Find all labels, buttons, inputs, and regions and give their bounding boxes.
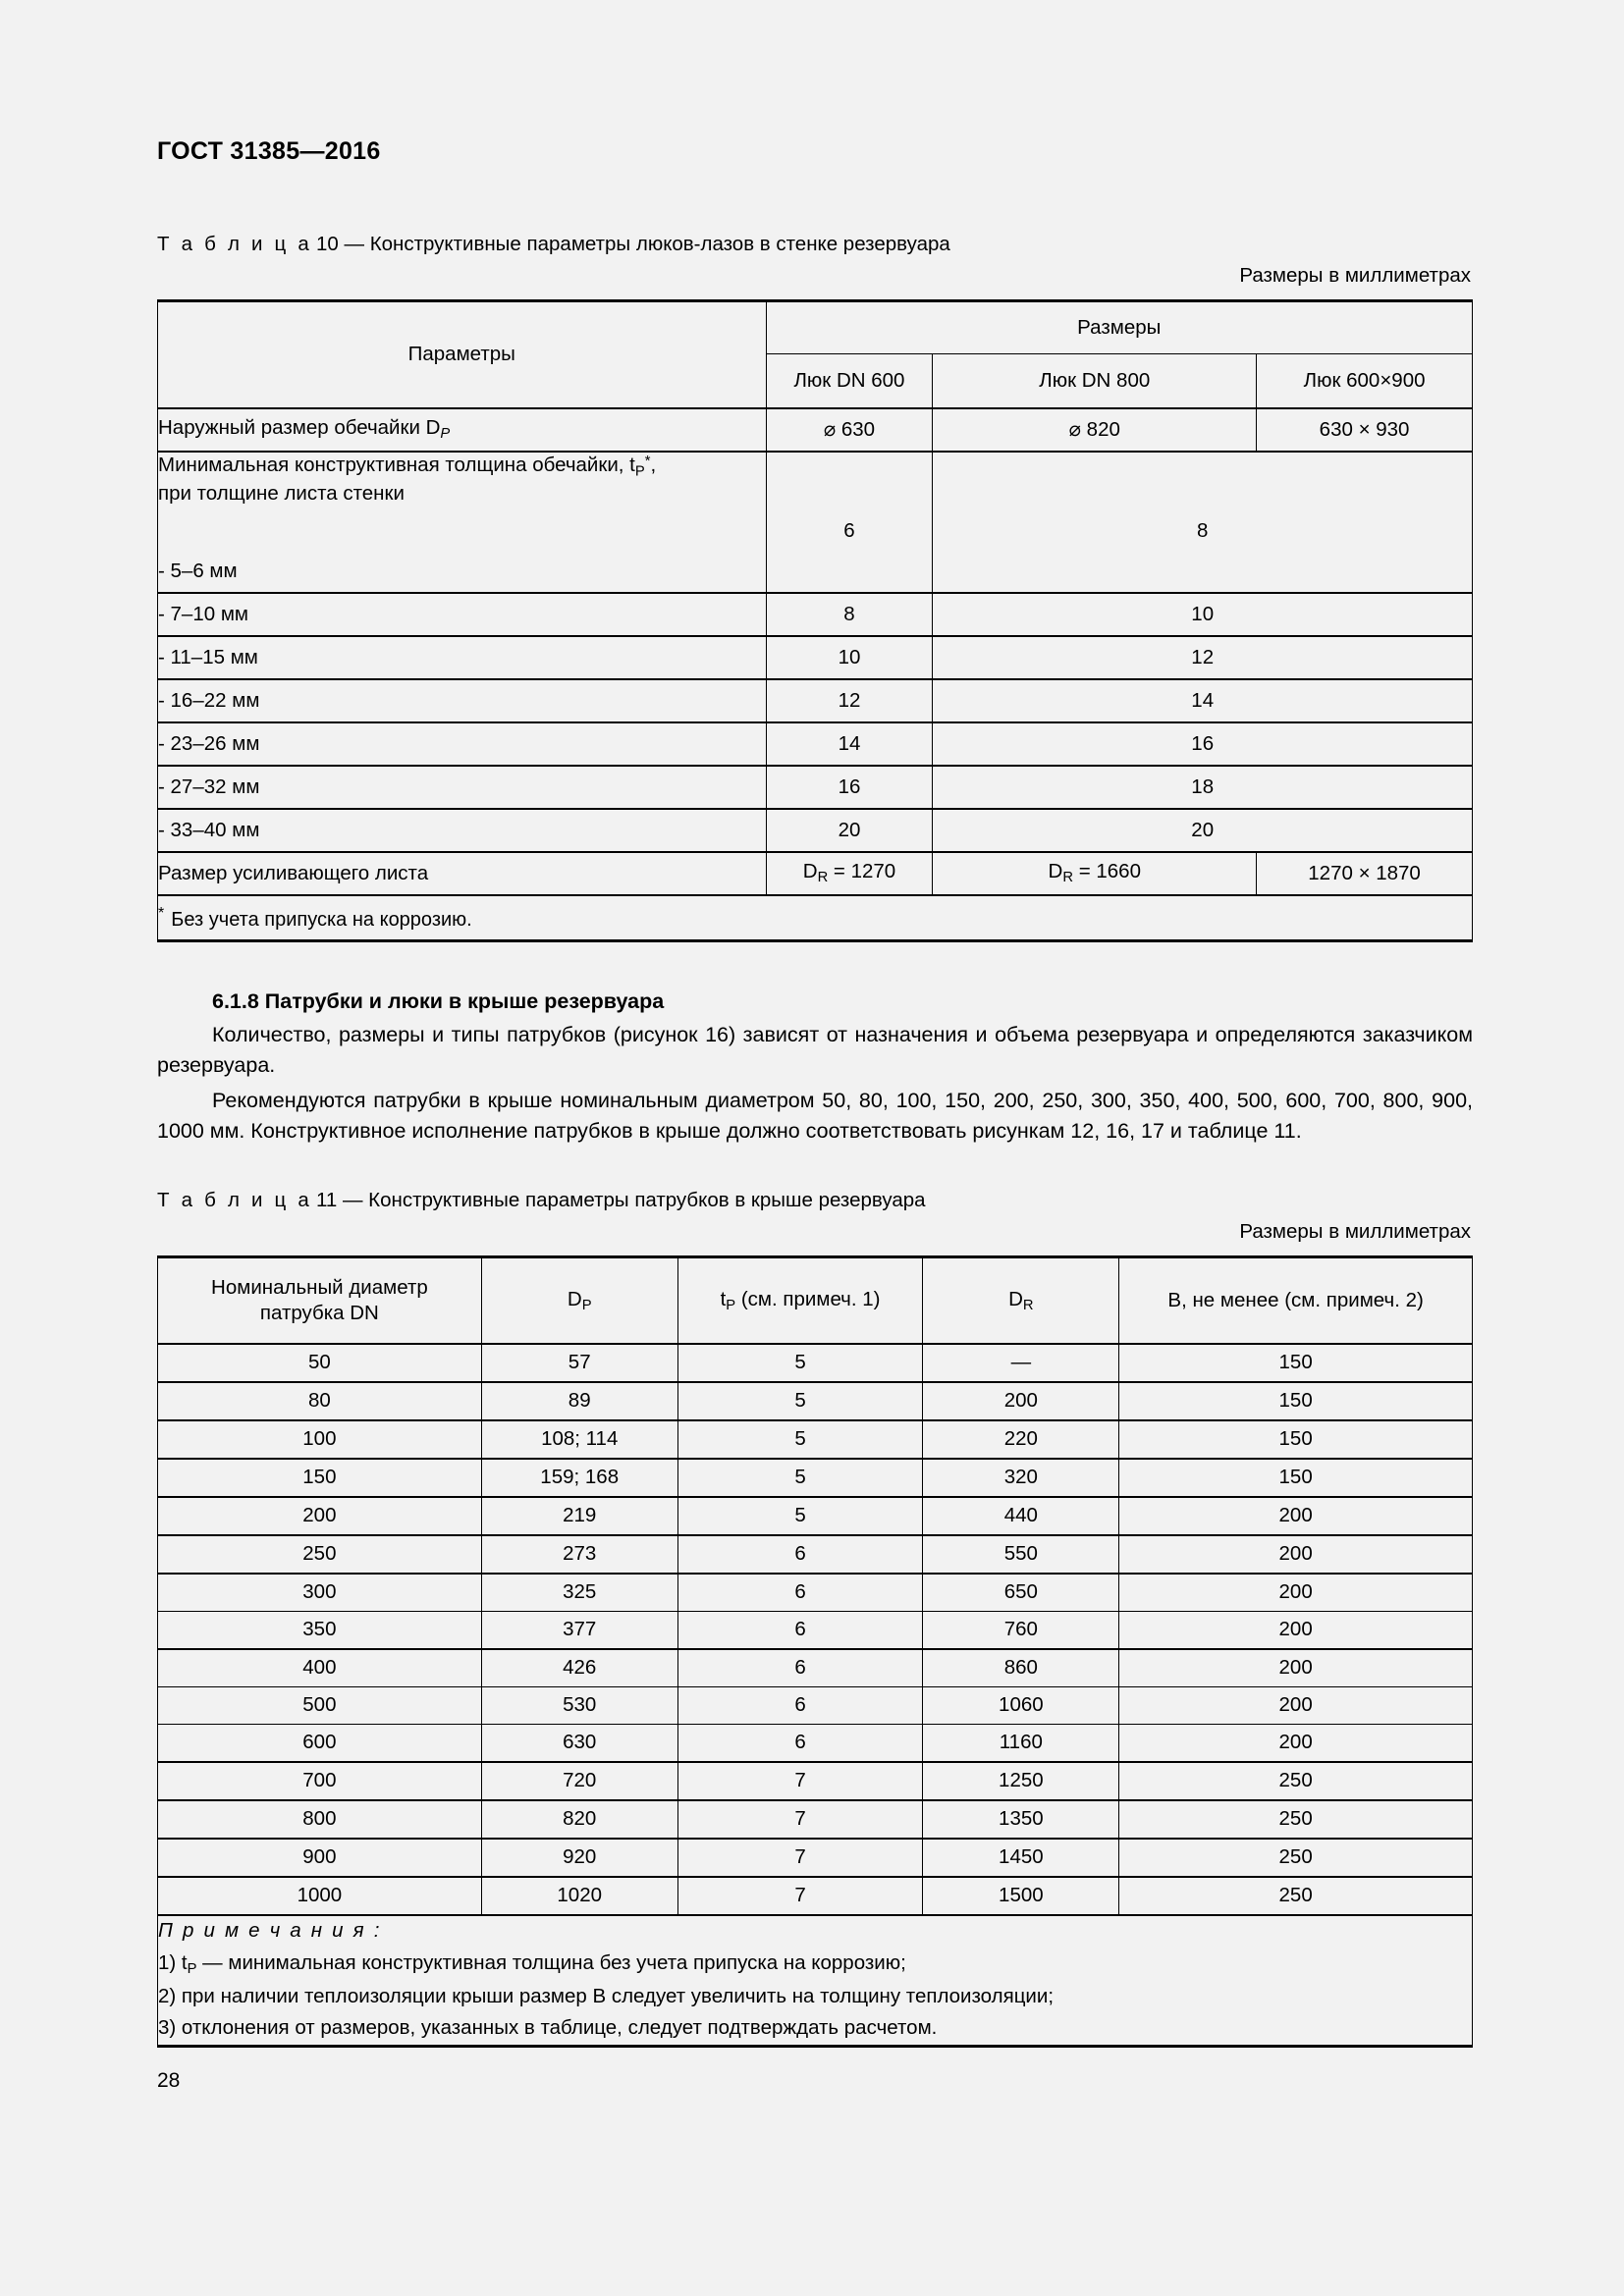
- table-10-header-600x900: Люк 600×900: [1257, 354, 1473, 409]
- notes-title: П р и м е ч а н и я :: [158, 1919, 382, 1943]
- table-10-thickness-23-26-dn800: 16: [933, 722, 1473, 766]
- cell-tp: 6: [677, 1649, 923, 1687]
- section-heading-6-1-8: 6.1.8 Патрубки и люки в крыше резервуара: [212, 989, 665, 1013]
- cell-b: 250: [1119, 1762, 1473, 1800]
- table-11-notes: [158, 1915, 1473, 2046]
- cell-dp: 377: [481, 1612, 677, 1650]
- cell-tp: 6: [677, 1574, 923, 1612]
- table-row: [158, 895, 1473, 941]
- table-row: [158, 636, 1473, 679]
- cell-b: 200: [1119, 1725, 1473, 1763]
- table-11: [157, 1255, 1473, 2048]
- cell-b: 200: [1119, 1612, 1473, 1650]
- table-10-thickness-23-26-label: - 23–26 мм: [158, 722, 767, 766]
- cell-tp: 5: [677, 1382, 923, 1420]
- table-10-thickness-spacer-dn600: [766, 551, 933, 593]
- table-10-thickness-33-40-dn800: 20: [933, 809, 1473, 852]
- table-10-thickness-27-32-dn800: 18: [933, 766, 1473, 809]
- table-11-dimensions-note: Размеры в миллиметрах: [1239, 1220, 1471, 1244]
- table-10-thickness-33-40-dn600: 20: [766, 809, 933, 852]
- table-row: [158, 1762, 1473, 1800]
- cell-dp: 426: [481, 1649, 677, 1687]
- table-row: [158, 1574, 1473, 1612]
- cell-dr: 1450: [923, 1839, 1119, 1877]
- note-item-2: 2) при наличии теплоизоляции крыши размер В следует увеличить на толщину теплоизоляции;: [158, 1985, 1055, 2008]
- cell-dn: 700: [158, 1762, 482, 1800]
- table-row: [158, 1725, 1473, 1763]
- cell-dn: 150: [158, 1459, 482, 1497]
- table-row: [158, 809, 1473, 852]
- table-10-caption-word: Т а б л и ц а: [157, 233, 312, 255]
- table-11-header-tp: $t_P$ (см. примеч. 1): [677, 1257, 923, 1345]
- cell-dr: 650: [923, 1574, 1119, 1612]
- cell-tp: 5: [677, 1459, 923, 1497]
- cell-dn: 300: [158, 1574, 482, 1612]
- cell-dr: 200: [923, 1382, 1119, 1420]
- cell-dp: 920: [481, 1839, 677, 1877]
- cell-dp: 630: [481, 1725, 677, 1763]
- cell-b: 250: [1119, 1839, 1473, 1877]
- table-10-thickness-7-10-dn800: 10: [933, 593, 1473, 636]
- cell-dp: 89: [481, 1382, 677, 1420]
- table-10-thickness-16-22-dn600: 12: [766, 679, 933, 722]
- footnote-marker: *: [158, 904, 165, 922]
- cell-tp: 6: [677, 1725, 923, 1763]
- cell-dn: 200: [158, 1497, 482, 1535]
- cell-b: 200: [1119, 1497, 1473, 1535]
- cell-b: 200: [1119, 1535, 1473, 1574]
- cell-dp: 1020: [481, 1877, 677, 1915]
- page-content: [157, 137, 1473, 2048]
- cell-dn: 800: [158, 1800, 482, 1839]
- cell-dn: 80: [158, 1382, 482, 1420]
- table-11-notes-row: [158, 1915, 1473, 2046]
- cell-dr: 760: [923, 1612, 1119, 1650]
- table-11-header-dp: $D_P$: [481, 1257, 677, 1345]
- table-row: [158, 593, 1473, 636]
- cell-dr: 550: [923, 1535, 1119, 1574]
- table-10-caption-number: 10: [316, 233, 339, 255]
- standard-header: ГОСТ 31385—2016: [157, 137, 381, 165]
- cell-dr: 320: [923, 1459, 1119, 1497]
- table-10-thickness-11-15-dn800: 12: [933, 636, 1473, 679]
- table-10-reinforce-600x900: 1270 × 1870: [1257, 852, 1473, 895]
- table-10: [157, 299, 1473, 942]
- table-row: [158, 1459, 1473, 1497]
- cell-tp: 7: [677, 1762, 923, 1800]
- cell-dp: 820: [481, 1800, 677, 1839]
- table-11-header-b: В, не менее (см. примеч. 2): [1119, 1257, 1473, 1345]
- table-10-row-shell-size-dn600: ⌀ 630: [766, 408, 933, 452]
- table-11-caption-number: 11: [316, 1189, 338, 1212]
- table-10-thickness-spacer-dn800: [933, 551, 1473, 593]
- note-item-1: 1) $t_P$ — минимальная конструктивная толщина без учета припуска на коррозию;: [158, 1950, 906, 1977]
- cell-tp: 5: [677, 1497, 923, 1535]
- section-paragraph-2: Рекомендуются патрубки в крыше номинальным диаметром 50, 80, 100, 150, 200, 250, 300, 350, 400, 500, 600, 700, 800, 900, 1000 мм. Конструктивное исполнение патрубков в крыше должно соответствовать рисункам 12, 16, 17 и таблице 11.: [157, 1089, 1473, 1143]
- cell-dr: 860: [923, 1649, 1119, 1687]
- cell-dr: 1250: [923, 1762, 1119, 1800]
- cell-dn: 400: [158, 1649, 482, 1687]
- cell-dn: 50: [158, 1344, 482, 1382]
- cell-dp: 530: [481, 1687, 677, 1725]
- table-10-reinforce-dn600: $D_R = 1270$: [766, 852, 933, 895]
- table-10-header-sizes: Размеры: [766, 301, 1472, 354]
- table-row: [158, 679, 1473, 722]
- cell-tp: 6: [677, 1687, 923, 1725]
- table-row: [158, 452, 1473, 551]
- table-10-thickness-7-10-dn600: 8: [766, 593, 933, 636]
- cell-dp: 325: [481, 1574, 677, 1612]
- table-10-header-dn600: Люк DN 600: [766, 354, 933, 409]
- table-10-thickness-7-10-label: - 7–10 мм: [158, 593, 767, 636]
- table-10-thickness-27-32-dn600: 16: [766, 766, 933, 809]
- cell-dr: 1350: [923, 1800, 1119, 1839]
- table-10-thickness-16-22-label: - 16–22 мм: [158, 679, 767, 722]
- table-11-header-nominal-diameter: Номинальный диаметр патрубка DN: [158, 1257, 482, 1345]
- cell-b: 150: [1119, 1459, 1473, 1497]
- section-paragraph-1: Количество, размеры и типы патрубков (рисунок 16) зависят от назначения и объема резервуара и определяются заказчиком резервуара.: [157, 1023, 1473, 1077]
- table-10-row-shell-size-dn800: ⌀ 820: [933, 408, 1257, 452]
- table-10-footnote: * Без учета припуска на коррозию.: [158, 895, 1473, 941]
- table-row: [158, 1687, 1473, 1725]
- table-10-thickness-title: Минимальная конструктивная толщина обечайки, $t_P^*$, при толщине листа стенки: [158, 452, 767, 551]
- table-row: [158, 408, 1473, 452]
- table-row: [158, 766, 1473, 809]
- table-10-reinforce-dn800: $D_R = 1660$: [933, 852, 1257, 895]
- table-10-caption: [157, 233, 1473, 256]
- page-number: 28: [157, 2069, 181, 2092]
- table-row: [158, 1382, 1473, 1420]
- cell-b: 250: [1119, 1877, 1473, 1915]
- table-row: [158, 1344, 1473, 1382]
- table-10-thickness-33-40-label: - 33–40 мм: [158, 809, 767, 852]
- cell-dr: 220: [923, 1420, 1119, 1459]
- table-row: [158, 1877, 1473, 1915]
- cell-b: 150: [1119, 1344, 1473, 1382]
- cell-b: 200: [1119, 1574, 1473, 1612]
- cell-dp: 273: [481, 1535, 677, 1574]
- cell-dn: 100: [158, 1420, 482, 1459]
- table-11-header-row: [158, 1257, 1473, 1345]
- table-row: [158, 1535, 1473, 1574]
- table-row: [158, 1839, 1473, 1877]
- table-row: [158, 1497, 1473, 1535]
- table-row: [158, 1420, 1473, 1459]
- cell-dr: 1160: [923, 1725, 1119, 1763]
- cell-tp: 6: [677, 1535, 923, 1574]
- cell-dn: 500: [158, 1687, 482, 1725]
- table-10-thickness-23-26-dn600: 14: [766, 722, 933, 766]
- table-10-thickness-5-6-dn600: 6: [766, 452, 933, 551]
- cell-b: 250: [1119, 1800, 1473, 1839]
- cell-dp: 219: [481, 1497, 677, 1535]
- note-item-3: 3) отклонения от размеров, указанных в таблице, следует подтверждать расчетом.: [158, 2016, 938, 2040]
- table-row: [158, 1800, 1473, 1839]
- cell-dr: 1060: [923, 1687, 1119, 1725]
- cell-dn: 1000: [158, 1877, 482, 1915]
- table-row: [158, 852, 1473, 895]
- cell-dr: —: [923, 1344, 1119, 1382]
- table-11-caption-text: — Конструктивные параметры патрубков в крыше резервуара: [342, 1189, 926, 1212]
- cell-dn: 350: [158, 1612, 482, 1650]
- cell-tp: 5: [677, 1344, 923, 1382]
- table-11-caption-word: Т а б л и ц а: [157, 1189, 312, 1212]
- cell-dn: 600: [158, 1725, 482, 1763]
- cell-b: 200: [1119, 1687, 1473, 1725]
- table-10-thickness-27-32-label: - 27–32 мм: [158, 766, 767, 809]
- cell-tp: 5: [677, 1420, 923, 1459]
- table-10-thickness-5-6-dn800: 8: [933, 452, 1473, 551]
- cell-dp: 159; 168: [481, 1459, 677, 1497]
- table-10-dimensions-note: Размеры в миллиметрах: [1239, 264, 1471, 287]
- table-row: [158, 551, 1473, 593]
- cell-tp: 6: [677, 1612, 923, 1650]
- cell-b: 150: [1119, 1382, 1473, 1420]
- cell-dn: 250: [158, 1535, 482, 1574]
- cell-b: 150: [1119, 1420, 1473, 1459]
- table-row: [158, 1649, 1473, 1687]
- cell-dp: 720: [481, 1762, 677, 1800]
- cell-dr: 440: [923, 1497, 1119, 1535]
- cell-tp: 7: [677, 1800, 923, 1839]
- table-11-caption: [157, 1189, 1473, 1212]
- table-10-header-dn800: Люк DN 800: [933, 354, 1257, 409]
- table-10-thickness-11-15-dn600: 10: [766, 636, 933, 679]
- table-10-caption-text: — Конструктивные параметры люков-лазов в стенке резервуара: [344, 233, 950, 255]
- cell-tp: 7: [677, 1839, 923, 1877]
- cell-dn: 900: [158, 1839, 482, 1877]
- table-11-header-dr: $D_R$: [923, 1257, 1119, 1345]
- cell-tp: 7: [677, 1877, 923, 1915]
- cell-b: 200: [1119, 1649, 1473, 1687]
- table-10-thickness-16-22-dn800: 14: [933, 679, 1473, 722]
- table-10-header-params: Параметры: [158, 301, 767, 409]
- table-10-thickness-11-15-label: - 11–15 мм: [158, 636, 767, 679]
- table-row: [158, 1612, 1473, 1650]
- table-row: [158, 722, 1473, 766]
- table-10-thickness-5-6-label: - 5–6 мм: [158, 551, 767, 593]
- table-10-row-shell-size-label: Наружный размер обечайки $D_P$: [158, 408, 767, 452]
- cell-dp: 108; 114: [481, 1420, 677, 1459]
- table-row: [158, 301, 1473, 354]
- cell-dp: 57: [481, 1344, 677, 1382]
- table-10-row-shell-size-600x900: 630 × 930: [1257, 408, 1473, 452]
- cell-dr: 1500: [923, 1877, 1119, 1915]
- table-10-reinforce-label: Размер усиливающего листа: [158, 852, 767, 895]
- table-11-body: [158, 1344, 1473, 2046]
